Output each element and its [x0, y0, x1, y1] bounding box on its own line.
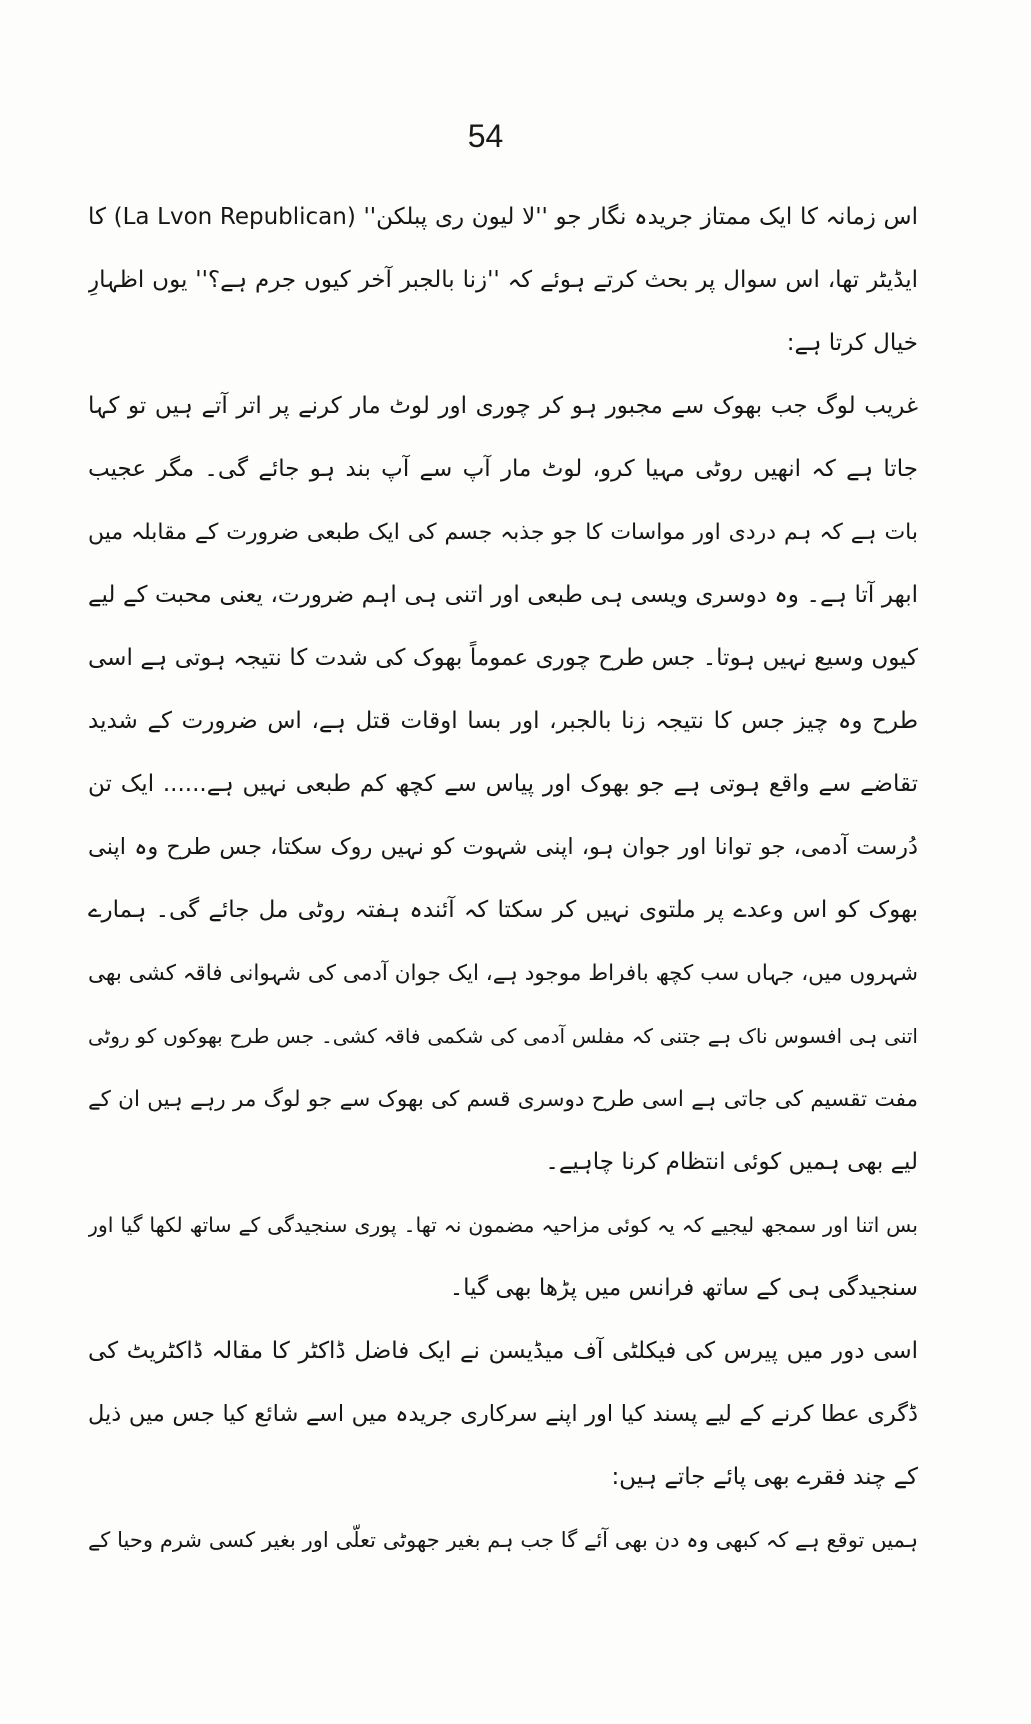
body-text: [88, 186, 918, 1572]
text-line: بھوک کو اس وعدے پر ملتوی نہیں کر سکتا کہ آئندہ ہفتہ روٹی مل جائے گی۔ ہمارے: [88, 897, 918, 923]
text-line: ابھر آتا ہے۔ وہ دوسری ویسی ہی طبعی اور اتنی ہی اہم ضرورت، یعنی محبت کے لیے: [88, 582, 918, 608]
text-line: تقاضے سے واقع ہوتی ہے جو بھوک اور پیاس سے کچھ کم طبعی نہیں ہے...... ایک تن: [88, 771, 918, 797]
text-line: دُرست آدمی، جو توانا اور جوان ہو، اپنی شہوت کو نہیں روک سکتا، جس طرح وہ اپنی: [88, 834, 918, 860]
text-line: مفت تقسیم کی جاتی ہے اسی طرح دوسری قسم کی بھوک سے جو لوگ مر رہے ہیں ان کے: [88, 1087, 918, 1112]
text-line: بات ہے کہ ہم دردی اور مواسات کا جو جذبہ جسم کی ایک طبعی ضرورت کے مقابلہ میں: [88, 520, 918, 545]
text-line: کیوں وسیع نہیں ہوتا۔ جس طرح چوری عموماً بھوک کی شدت کا نتیجہ ہوتی ہے اسی: [88, 645, 918, 671]
text-line: سنجیدگی ہی کے ساتھ فرانس میں پڑھا بھی گیا۔: [449, 1275, 918, 1301]
text-line: اتنی ہی افسوس ناک ہے جتنی کہ مفلس آدمی کی شکمی فاقہ کشی۔ جس طرح بھوکوں کو روٹی: [88, 1024, 918, 1048]
text-line: اسی دور میں پیرس کی فیکلٹی آف میڈیسن نے ایک فاضل ڈاکٹر کا مقالہ ڈاکٹریٹ کی: [88, 1338, 918, 1364]
text-line: غریب لوگ جب بھوک سے مجبور ہو کر چوری اور لوٹ مار کرنے پر اتر آتے ہیں تو کہا: [88, 393, 918, 419]
text-line: اس زمانہ کا ایک ممتاز جریدہ نگار جو ''لا لیون ری پبلکن'' (La Lvon Republican) کا: [88, 204, 918, 230]
text-line: ایڈیٹر تھا، اس سوال پر بحث کرتے ہوئے کہ ''زنا بالجبر آخر کیوں جرم ہے؟'' یوں اظہارِ: [88, 267, 918, 293]
text-line: لیے بھی ہمیں کوئی انتظام کرنا چاہیے۔: [545, 1149, 918, 1175]
page-number: 54: [467, 118, 504, 154]
text-line: خیال کرتا ہے:: [786, 330, 918, 356]
text-line: ڈگری عطا کرنے کے لیے پسند کیا اور اپنے سرکاری جریدہ میں اسے شائع کیا جس میں ذیل: [88, 1401, 918, 1427]
text-line: جاتا ہے کہ انھیں روٹی مہیا کرو، لوٹ مار آپ سے آپ بند ہو جائے گی۔ مگر عجیب: [88, 456, 918, 482]
text-line: کے چند فقرے بھی پائے جاتے ہیں:: [611, 1464, 918, 1490]
text-line: شہروں میں، جہاں سب کچھ بافراط موجود ہے، ایک جوان آدمی کی شہوانی فاقہ کشی بھی: [88, 961, 918, 986]
text-line: طرح وہ چیز جس کا نتیجہ زنا بالجبر، اور بسا اوقات قتل ہے، اس ضرورت کے شدید: [88, 708, 918, 734]
text-line: بس اتنا اور سمجھ لیجیے کہ یہ کوئی مزاحیہ مضمون نہ تھا۔ پوری سنجیدگی کے ساتھ لکھا گیا اور: [88, 1213, 918, 1237]
text-line: ہمیں توقع ہے کہ کبھی وہ دن بھی آئے گا جب ہم بغیر جھوٹی تعلّی اور بغیر کسی شرم وحیا کے: [88, 1528, 918, 1552]
